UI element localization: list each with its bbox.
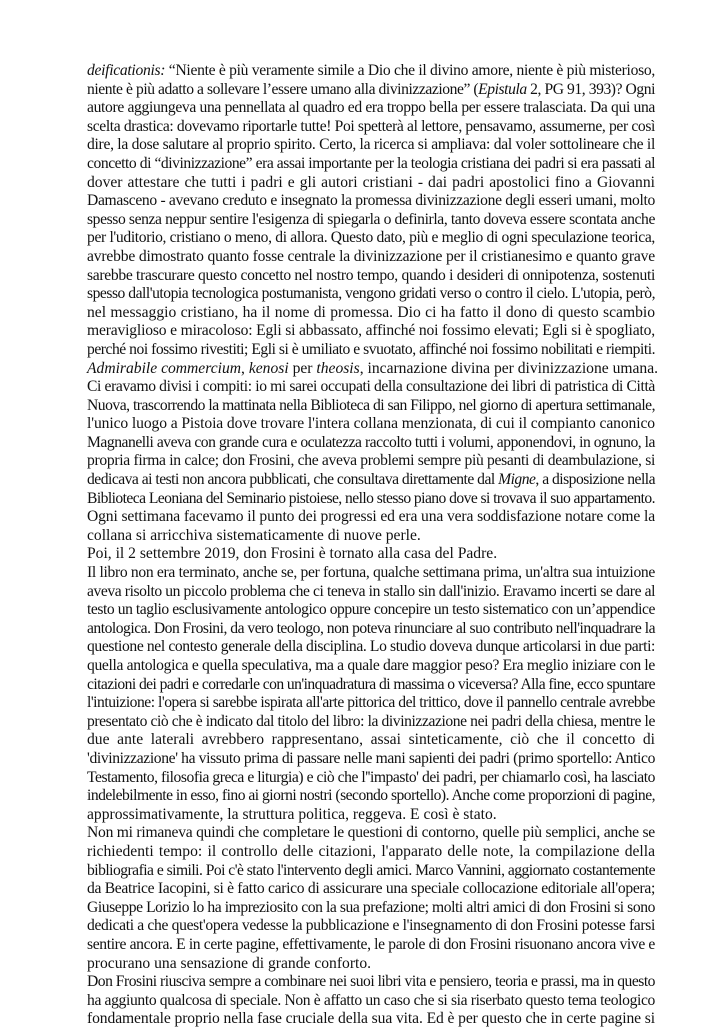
italic-text: deificationis: xyxy=(87,62,166,79)
text-run: dover attestare che tutti i padri e gli autori cristiani - dai padri apostolici fino a Giovanni xyxy=(87,173,655,191)
text-line xyxy=(87,899,655,918)
text-run: Nuova, trascorrendo la mattinata nella Biblioteca di san Filippo, nel giorno di apertura settimanale, xyxy=(87,396,655,414)
text-line xyxy=(87,824,655,843)
text-run: “Niente è più veramente simile a Dio che il divino amore, niente è più misterioso, xyxy=(165,62,655,79)
text-run: per xyxy=(288,359,317,377)
text-run: spesso dall'utopia tecnologica postumanista, vengono gridati verso o contro il cielo. L'utopia, però, xyxy=(87,285,655,303)
text-run: spesso senza neppur sentire l'esigenza di spiegarla o definirla, tanto doveva essere scontata anche xyxy=(87,210,655,228)
text-run: , a disposizione nella xyxy=(535,471,656,489)
italic-text: kenosi xyxy=(248,359,289,377)
text-line xyxy=(87,769,655,788)
text-run: , xyxy=(241,359,249,377)
text-run: dedicati a che quest'opera vedesse la pubblicazione e l'insegnamento di don Frosini potesse farsi xyxy=(87,917,655,935)
text-line xyxy=(87,657,655,676)
text-line xyxy=(87,638,655,657)
text-run: Giuseppe Lorizio lo ha impreziosito con la sua prefazione; molti altri amici di don Frosini si sono xyxy=(87,898,655,916)
text-run: collana si arricchiva sistematicamente di nuove perle. xyxy=(87,526,421,544)
text-run: avrebbe dimostrato quanto fosse centrale la divinizzazione per il cristianesimo e quanto grave xyxy=(87,247,655,265)
text-run: 'divinizzazione' ha vissuto prima di passare nelle mani sapienti dei padri (primo sportello: Antico xyxy=(87,749,655,767)
text-run: perché noi fossimo rivestiti; Egli si è umiliato e svuotato, affinché noi fossimo nobilitati e riempiti. xyxy=(87,340,656,358)
paragraph xyxy=(87,973,655,1029)
paragraph xyxy=(87,824,655,973)
text-run: Non mi rimaneva quindi che completare le questioni di contorno, quelle più semplici, anche se xyxy=(87,824,655,842)
text-line xyxy=(87,118,655,137)
text-line xyxy=(87,955,655,974)
text-line xyxy=(87,471,655,490)
text-line xyxy=(87,862,655,881)
text-run: sentire ancora. E in certe pagine, effettivamente, le parole di don Frosini risuonano ancora vive e xyxy=(87,935,655,953)
text-line xyxy=(87,843,655,862)
text-run: concetto di “divinizzazione” era assai importante per la teologia cristiana dei padri si era passati al xyxy=(87,154,655,172)
text-line xyxy=(87,341,655,360)
text-line xyxy=(87,731,655,750)
text-run: citazioni dei padri e corredarle con un'inquadratura di massima o viceversa? Alla fine, ecco spuntare xyxy=(87,675,655,693)
text-run: Ci eravamo divisi i compiti: io mi sarei occupati della consultazione dei libri di patristica di Città xyxy=(87,378,655,396)
text-line xyxy=(87,174,655,193)
text-line xyxy=(87,713,655,732)
text-line xyxy=(87,62,655,81)
text-line xyxy=(87,583,655,602)
text-line xyxy=(87,322,655,341)
text-run: bibliografia e simili. Poi c'è stato l'intervento degli amici. Marco Vannini, aggiornato costantemente xyxy=(87,861,655,879)
italic-text: theosis xyxy=(316,359,360,377)
text-run: dedicava ai testi non ancora pubblicati, che consultava direttamente dal xyxy=(87,471,499,489)
document-page xyxy=(87,62,659,1029)
paragraph xyxy=(87,545,655,564)
text-line xyxy=(87,620,655,639)
text-run: 2, PG 91, 393)? Ogni xyxy=(526,80,655,98)
text-line xyxy=(87,378,655,397)
text-line xyxy=(87,564,655,583)
text-run: Ogni settimana facevamo il punto dei progressi ed era una vera soddisfazione notare come la xyxy=(87,508,655,526)
text-run: l'unico luogo a Pistoia dove trovare l'intera collana menzionata, di cui il compianto canonico xyxy=(87,415,655,433)
text-line xyxy=(87,359,659,379)
text-line xyxy=(87,415,655,434)
text-run: richiedenti tempo: il controllo delle citazioni, l'apparato delle note, la compilazione della xyxy=(87,842,655,860)
text-line xyxy=(87,676,655,695)
text-run: da Beatrice Iacopini, si è fatto carico di assicurare una speciale collocazione editoriale all'opera; xyxy=(87,880,655,898)
text-run: Il libro non era terminato, anche se, per fortuna, qualche settimana prima, un'altra sua intuizione xyxy=(87,564,655,582)
italic-text: Epistula xyxy=(478,80,527,98)
text-line xyxy=(87,973,655,992)
text-line xyxy=(87,601,655,620)
text-run: propria firma in calce; don Frosini, che aveva problemi sempre più pesanti di deambulazione, si xyxy=(87,452,655,470)
text-line xyxy=(87,750,655,769)
text-line xyxy=(87,397,655,416)
italic-text: Admirabile commercium xyxy=(87,359,242,377)
text-line xyxy=(87,1010,655,1029)
text-run: fondamentale proprio nella fase cruciale della sua vita. Ed è per questo che in certe pagine si xyxy=(87,1010,655,1028)
text-run: procurano una sensazione di grande conforto. xyxy=(87,954,372,972)
text-line xyxy=(87,211,655,230)
text-run: l'intuizione: l'opera si sarebbe ispirata all'arte pittorica del trittico, dove il pannello centrale avrebbe xyxy=(87,694,655,712)
italic-text: Migne xyxy=(498,471,536,489)
text-line xyxy=(87,192,655,211)
text-line xyxy=(87,806,655,825)
text-run: scelta drastica: dovevamo riportarle tutte! Poi spetterà al lettore, pensavamo, assumerne, per così xyxy=(87,117,655,135)
text-line xyxy=(87,267,655,286)
text-run: autore aggiungeva una pennellata al quadro ed era troppo bella per essere tralasciata. Da qui una xyxy=(87,99,655,117)
text-run: dire, la dose salutare al proprio spirito. Certo, la ricerca si ampliava: dal voler sottolineare che il xyxy=(87,136,655,154)
text-run: approssimativamente, la struttura politica, reggeva. E così è stato. xyxy=(87,805,497,823)
text-run: Magnanelli aveva con grande cura e oculatezza raccolto tutti i volumi, apponendovi, in ognuno, la xyxy=(87,433,655,451)
text-run: indelebilmente in esso, fino ai giorni nostri (secondo sportello). Anche come proporzioni di pagine, xyxy=(87,787,655,805)
text-run: presentato ciò che è indicato dal titolo del libro: la divinizzazione nei padri della chiesa, mentre le xyxy=(87,712,655,730)
text-run: , incarnazione divina per divinizzazione umana. xyxy=(359,359,659,377)
text-line xyxy=(87,694,655,713)
text-run: due ante laterali avrebbero rappresentano, assai sinteticamente, ciò che il concetto di xyxy=(87,731,655,749)
text-line xyxy=(87,452,655,471)
text-line xyxy=(87,917,655,936)
text-line xyxy=(87,99,655,118)
text-run: quella antologica e quella speculativa, ma a quale dare maggior peso? Era meglio iniziare con le xyxy=(87,657,655,674)
text-run: questione nel contesto generale della disciplina. Lo studio doveva dunque articolarsi in due parti: xyxy=(87,638,655,656)
text-line xyxy=(87,508,655,527)
text-line xyxy=(87,936,655,955)
text-line xyxy=(87,229,655,248)
text-line xyxy=(87,248,655,267)
text-line xyxy=(87,434,655,453)
text-run: Biblioteca Leoniana del Seminario pistoiese, nello stesso piano dove si trovava il suo appartamento. xyxy=(87,489,655,507)
text-run: meraviglioso e miracoloso: Egli si abbassato, affinché noi fossimo elevati; Egli si è spogliato, xyxy=(87,322,655,340)
text-line xyxy=(87,304,655,323)
text-line xyxy=(87,490,655,509)
text-run: nel messaggio cristiano, ha il nome di promessa. Dio ci ha fatto il dono di questo scambio xyxy=(87,303,655,321)
text-line xyxy=(87,285,655,304)
text-line xyxy=(87,527,655,546)
paragraph xyxy=(87,378,655,545)
text-run: niente è più adatto a sollevare l’essere umano alla divinizzazione” ( xyxy=(87,80,479,98)
text-run: Testamento, filosofia greca e liturgia) e ciò che l''impasto' dei padri, per chiamarlo così, ha lasciato xyxy=(87,768,655,786)
text-run: testo un taglio esclusivamente antologico oppure concepire un testo sistematico con un’appendice xyxy=(87,601,655,619)
text-run: Don Frosini riusciva sempre a combinare nei suoi libri vita e pensiero, teoria e prassi, ma in questo xyxy=(87,973,655,991)
text-run: antologica. Don Frosini, da vero teologo, non poteva rinunciare al suo contributo nell'inquadrare la xyxy=(87,619,656,637)
text-line xyxy=(87,880,655,899)
text-run: Poi, il 2 settembre 2019, don Frosini è tornato alla casa del Padre. xyxy=(87,545,498,563)
text-line xyxy=(87,155,655,174)
text-line xyxy=(87,992,655,1011)
text-line xyxy=(87,136,655,155)
text-run: per l'uditorio, cristiano o meno, di allora. Questo dato, più e meglio di ogni speculazione teorica, xyxy=(87,229,655,247)
text-line xyxy=(87,81,655,100)
text-line xyxy=(87,545,655,564)
text-line xyxy=(87,787,655,806)
text-run: ha aggiunto qualcosa di speciale. Non è affatto un caso che si sia riserbato questo tema teologico xyxy=(87,991,655,1009)
text-run: Damasceno - avevano creduto e insegnato la promessa divinizzazione degli esseri umani, molto xyxy=(87,192,655,210)
paragraph xyxy=(87,62,659,378)
paragraph xyxy=(87,564,655,824)
text-run: sarebbe trascurare questo concetto nel nostro tempo, quando i desideri di onnipotenza, sostenuti xyxy=(87,266,655,284)
text-run: aveva risolto un piccolo problema che ci teneva in stallo sin dall'inizio. Eravamo incerti se dare al xyxy=(87,582,655,600)
